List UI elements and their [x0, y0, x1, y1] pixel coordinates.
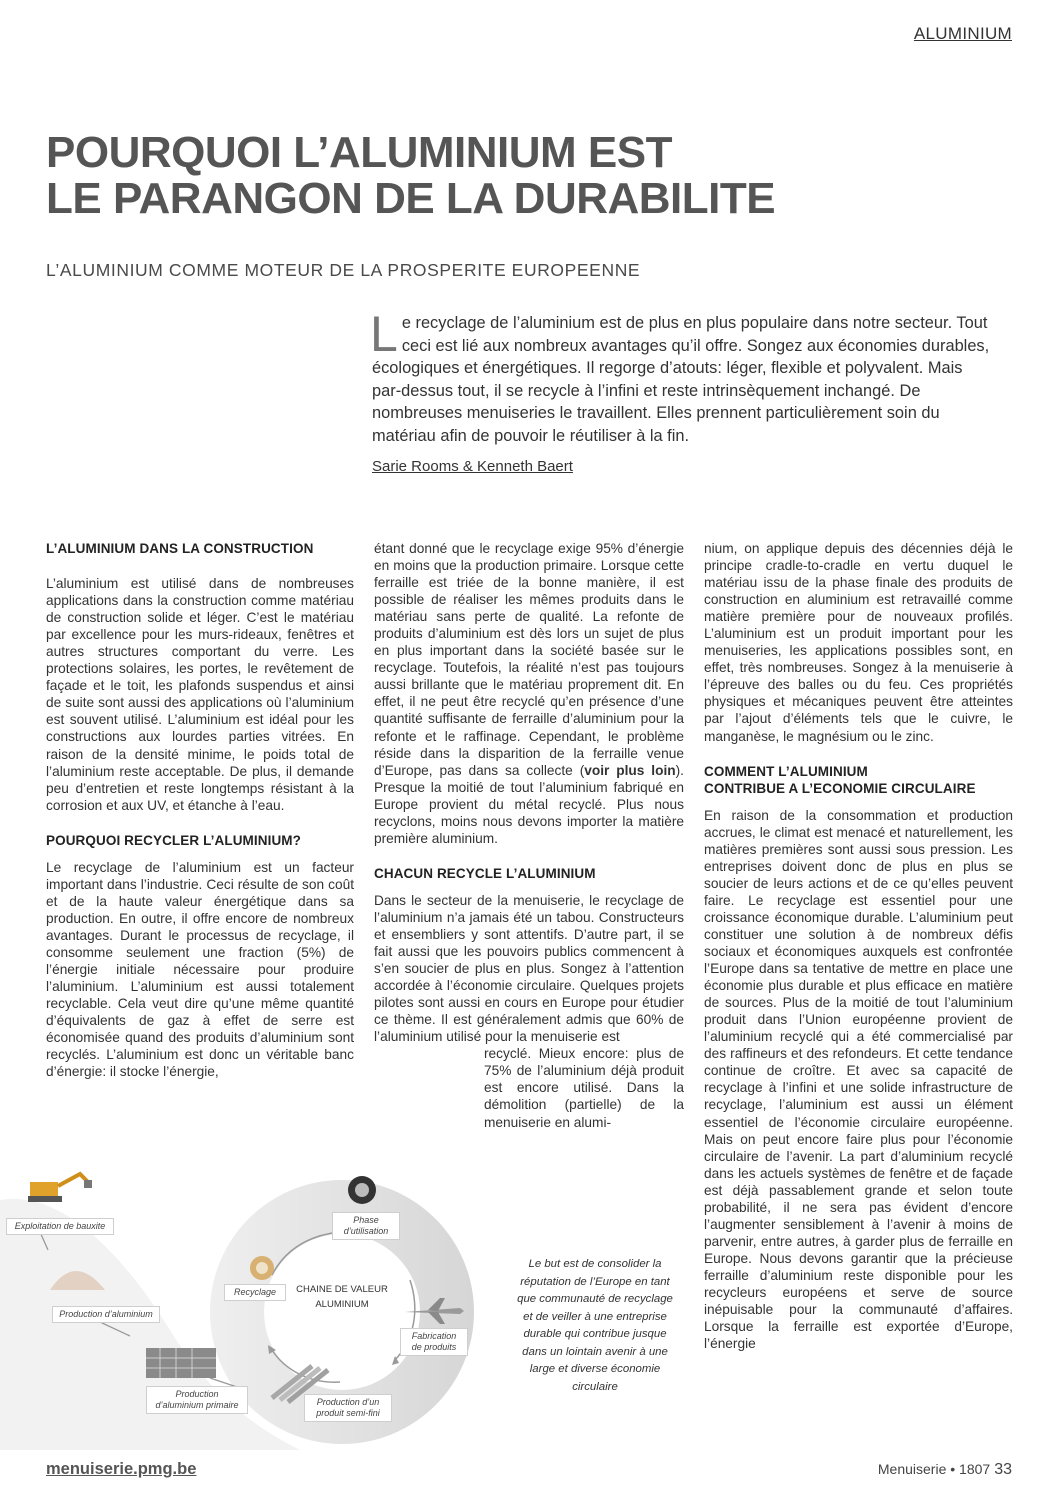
website-link[interactable]: menuiserie.pmg.be [46, 1460, 197, 1478]
paragraph-chacun-narrow: recyclé. Mieux encore: plus de 75% de l’aluminium déjà produit est encore utilisé. Dans la démolition (partielle) de la menuiserie en alumi- [484, 1046, 684, 1130]
title-line-1: POURQUOI L’ALUMINIUM EST [46, 128, 672, 177]
heading-chacun: CHACUN RECYCLE L’ALUMINIUM [374, 865, 596, 881]
label-recyclage: Recyclage [224, 1284, 286, 1301]
intro-text: e recyclage de l’aluminium est de plus en plus populaire dans notre secteur. Tout ceci est lié aux nombreux avantages qu’il offre. Songez aux économies durables, écologiques et énergétiques. Il regorge d’atouts: léger, flexible et polyvalent. Mais par-dessus tout, il se recycle à l’infini et reste intrinsèquement inchangé. De nombreuses menuiseries le travaillent. Elles prennent particulièrement soin du matériau afin de pouvoir le réutiliser à la fin. [372, 314, 990, 445]
pull-quote: Le but est de consolider la réputation de l’Europe en tant que communauté de recyclage et de veiller à une entreprise durable qui contribue jusque dans un lointain avenir à une large et diverse économie circulaire [517, 1258, 673, 1393]
label-production-primaire [146, 1386, 248, 1414]
label-semi-fini [304, 1394, 392, 1422]
label-phase-line-1: Phase [353, 1215, 379, 1225]
label-fabrication [400, 1328, 468, 1356]
section-tag: ALUMINIUM [913, 24, 1012, 43]
label-semi-fini-line-1: Production d’un [316, 1397, 380, 1407]
paragraph-col2-part-b: ). Presque la moitié de tout l’aluminium fabriqué en Europe provient du métal recyclé. Plus nous recyclons, moins nous devons importer la matière première aluminium. [374, 762, 684, 846]
column-3 [704, 540, 1013, 1352]
intro-paragraph [370, 306, 992, 447]
title-line-2: LE PARANGON DE LA DURABILITE [46, 174, 776, 223]
heading-comment-line-1: COMMENT L’ALUMINIUM [704, 763, 868, 779]
paragraph-col3: nium, on applique depuis des décennies déjà le principe cradle-to-cradle en vertu duquel le matériau issu de la phase finale des produits de construction en aluminium est retravaillé comme matière première pour de nouveaux profilés. L’aluminium est un produit important pour les menuiseries, les applications possibles sont, en effet, très nombreuses. Songez à la menuiserie à l’épreuve des balles ou du feu. Ces propriétés physiques et mécaniques peuvent être atteintes par l’ajout d’éléments tels que le cuivre, le manganèse, le magnésium ou le zinc. [704, 541, 1013, 744]
footer-issue [878, 1461, 1012, 1479]
value-chain-diagram [0, 1160, 500, 1460]
magazine-issue: Menuiserie • 1807 [877, 1461, 991, 1477]
link-voir-plus-loin: voir plus loin [584, 762, 676, 778]
drop-cap: L [370, 306, 398, 362]
heading-comment [704, 763, 1013, 797]
heading-pourquoi: POURQUOI RECYCLER L’ALUMINIUM? [46, 832, 301, 848]
can-icon [250, 1256, 274, 1280]
subtitle: L’ALUMINIUM COMME MOTEUR DE LA PROSPERITE EUROPEENNE [46, 260, 641, 280]
column-1 [46, 540, 354, 1080]
tire-icon [348, 1176, 376, 1204]
paragraph-pourquoi: Le recyclage de l’aluminium est un facteur important dans l’industrie. Ceci résulte de son coût et de la haute valeur énergétique dans sa production. En outre, il offre encore de nombreux avantages. Durant le processus de recyclage, il consomme seulement une fraction (5%) de l’énergie initiale nécessaire pour produire l’aluminium. L’aluminium est aussi totalement recyclable. Cela veut dire qu’une même quantité d’équivalents de gaz à effet de serre est économisée quand des produits d’aluminium sont recyclés. L’aluminium est donc un véritable banc d’énergie: il stocke l’énergie, [46, 859, 354, 1080]
excavator-icon [28, 1174, 92, 1202]
label-fabrication-line-1: Fabrication [411, 1331, 457, 1341]
paragraph-comment: En raison de la consommation et production accrues, le climat est menacé et naturellement, les matières premières sont aussi sous pression. Les entreprises doivent donc de plus en plus se soucier de leurs actions et de ce qu’elles peuvent faire. Le recyclage est essentiel pour une croissance économique durable. L’aluminium peut constituer une solution à de nombreux défis sociaux et économiques auxquels est confrontée l’Europe dans sa tentative de mettre en place une économie plus durable et plus efficace en matière de sources. Plus de la moitié de tout l’aluminium produit dans l’Union européenne provient de l’aluminium recyclé qui a été commercialisé par des raffineurs et des refondeurs. Et cette tendance continue de croître. Et avec sa capacité de recyclage à l’infini et une solide infrastructure de recyclage, l’aluminium est aussi un élément essentiel de l’économie circulaire européenne. Mais on peut encore faire plus pour l’économie circulaire de l’avenir. La part d’aluminium recyclé dans les actuels systèmes de fenêtre et de façade est déjà passablement grande et selon toute probabilité, il ne sera pas évident d’encore l’augmenter sensiblement à l’avenir à moins de parvenir, entre autres, à garder plus de ferraille en Europe. Nous devons garantir que la précieuse ferraille d’aluminium reste disponible pour les recycleurs européens et serve de source inépuisable pour la communauté d’affaires. Lorsque la ferraille est exportée d’Europe, l’énergie [704, 807, 1013, 1352]
diagram-center-label [296, 1282, 388, 1312]
label-fabrication-line-2: de produits [411, 1342, 457, 1352]
label-semi-fini-line-2: produit semi-fini [316, 1408, 380, 1418]
heading-construction: L’ALUMINIUM DANS LA CONSTRUCTION [46, 541, 314, 556]
authors: Sarie Rooms & Kenneth Baert [372, 458, 573, 475]
label-bauxite: Exploitation de bauxite [6, 1218, 114, 1235]
label-phase-line-2: d’utilisation [343, 1226, 389, 1236]
label-production-primaire-line-1: Production [175, 1389, 219, 1399]
paragraph-col2 [374, 540, 684, 847]
label-phase-utilisation [332, 1212, 400, 1240]
column-2 [374, 540, 684, 1131]
heading-comment-line-2: CONTRIBUE A L’ECONOMIE CIRCULAIRE [704, 780, 976, 796]
paragraph-col2-part-a: étant donné que le recyclage exige 95% d’énergie en moins que la production primaire. Lorsque cette ferraille est triée de la bonne manière, il est possible de réaliser les mêmes produits dans le matériau sans perte de qualité. La refonte de produits d’aluminium est dès lors un sujet de plus en plus important dans la société basée sur le recyclage. Toutefois, la réalité n’est pas toujours aussi brillante que le matériau proprement dit. En effet, il ne peut être recyclé qu’en présence d’une quantité suffisante de ferraille d’aluminium pour la refonte et le raffinage. Cependant, le problème réside dans la disparition de la ferraille venue d’Europe, pas dans sa collecte ( [374, 541, 684, 778]
paragraph-chacun: Dans le secteur de la menuiserie, le recyclage de l’aluminium n’a jamais été un tabou. Constructeurs et ensembliers y sont attentifs. D’autre part, il se fait aussi que les pouvoirs publics commencent à s’en soucier de plus en plus. Songez à l’attention accordée à l’économie circulaire. Quelques projets pilotes sont aussi en cours en Europe pour étudier ce thème. Il est généralement admis que 60% de l’aluminium utilisé pour la menuiserie est [374, 892, 684, 1045]
page-title [46, 130, 946, 222]
page-number: 33 [994, 1461, 1012, 1478]
center-label-line-2: ALUMINIUM [315, 1299, 369, 1310]
paragraph-construction: L’aluminium est utilisé dans de nombreuses applications dans la construction comme matériau de construction solide et léger. C’est le matériau par excellence pour les murs-rideaux, fenêtres et autres structures comportant du verre. Les protections solaires, les portes, le revêtement de façade et le toit, les plafonds suspendus et ainsi de suite sont aussi des applications où l’aluminium est souvent utilisé. L’aluminium est idéal pour les constructions aux lourdes parties vitrées. En raison de la densité minime, le poids total de l’aluminium reste acceptable. De plus, il demande peu d’entretien et reste longtemps résistant à la corrosion et aux UV, et étanche à l’eau. [46, 576, 354, 813]
label-production-primaire-line-2: d’aluminium primaire [155, 1400, 239, 1410]
center-label-line-1: CHAINE DE VALEUR [296, 1284, 388, 1295]
label-production-aluminium: Production d’aluminium [52, 1306, 160, 1323]
aluminium-ingots-icon [146, 1348, 216, 1378]
